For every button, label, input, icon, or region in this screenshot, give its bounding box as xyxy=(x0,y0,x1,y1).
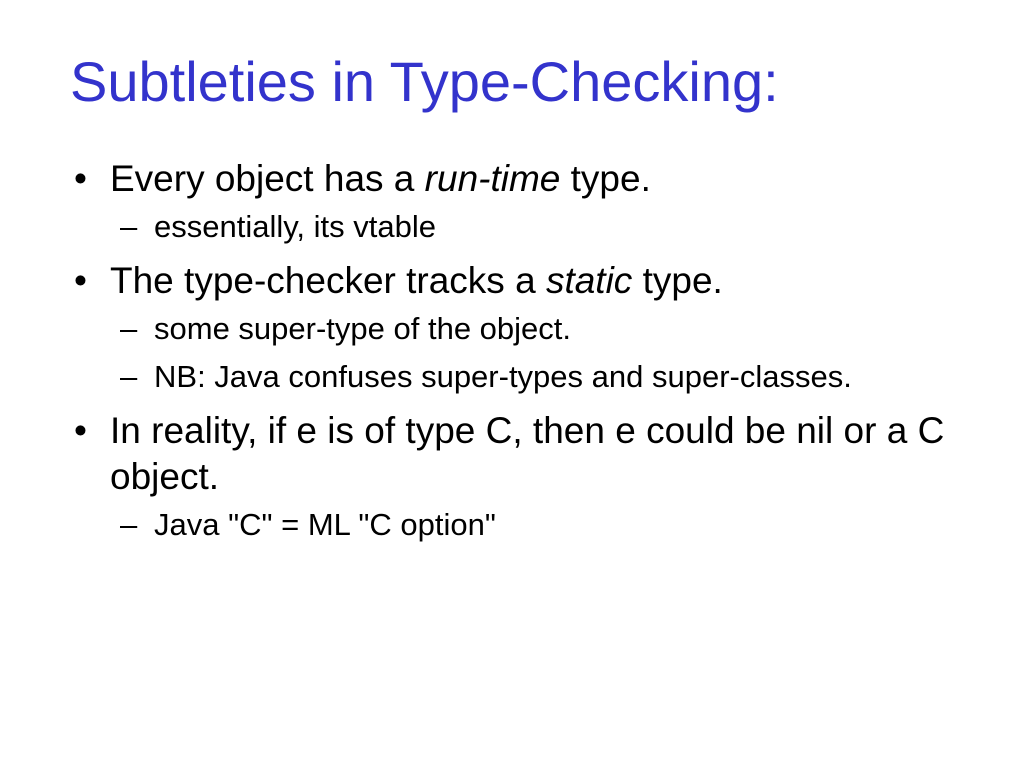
bullet-text-before: Every object has a xyxy=(110,158,425,199)
dash-marker: – xyxy=(120,209,138,244)
bullet-list xyxy=(74,156,974,552)
bullet-marker: • xyxy=(74,158,87,199)
sub-bullet-text: essentially, its vtable xyxy=(154,209,436,244)
bullet-marker: • xyxy=(74,260,87,301)
dash-marker: – xyxy=(120,311,138,346)
bullet-text xyxy=(110,156,974,202)
dash-marker: – xyxy=(120,507,138,542)
sub-bullet-super-type xyxy=(74,308,974,350)
dash-marker: – xyxy=(120,359,138,394)
bullet-text-before: The type-checker tracks a xyxy=(110,260,546,301)
bullet-text-emphasis: run-time xyxy=(424,158,561,199)
slide-title: Subtleties in Type-Checking: xyxy=(70,50,779,113)
bullet-item-runtime-type xyxy=(74,156,974,202)
bullet-item-static-type xyxy=(74,258,974,304)
bullet-text-after: type. xyxy=(632,260,723,301)
sub-bullet-vtable xyxy=(74,206,974,248)
sub-bullet-java-ml xyxy=(74,504,974,546)
bullet-text-after: type. xyxy=(560,158,651,199)
sub-bullet-java-nb xyxy=(74,356,974,398)
sub-bullet-text: Java "C" = ML "C option" xyxy=(154,507,496,542)
sub-bullet-text: some super-type of the object. xyxy=(154,311,572,346)
bullet-text xyxy=(110,258,974,304)
sub-bullet-text: NB: Java confuses super-types and super-classes. xyxy=(154,359,852,394)
bullet-marker: • xyxy=(74,410,87,451)
bullet-text-emphasis: static xyxy=(545,260,633,301)
bullet-text: In reality, if e is of type C, then e could be nil or a C object. xyxy=(110,410,945,497)
bullet-item-in-reality xyxy=(74,408,974,500)
